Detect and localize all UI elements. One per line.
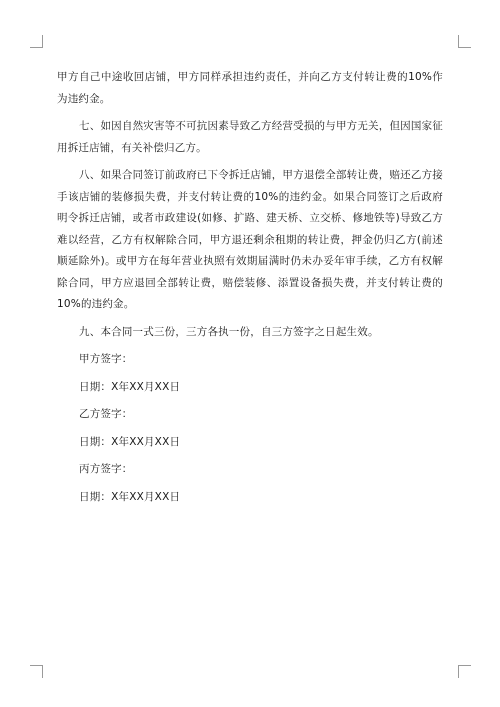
paragraph-clause-8: 八、如果合同签订前政府已下令拆迁店铺，甲方退偿全部转让费，赔还乙方接手该店铺的装修损失费，并支付转让费的10%的违约金。如果合同签订之后政府明令拆迁店铺，或者市政建设(如修、扩路、建天桥、立交桥、修地铁等)导致乙方难以经营，乙方有权解除合同，甲方退还剩余租期的转让费，押金仍归乙方(前述顺延除外)。或甲方在每年营业执照有效期届满时仍未办妥年审手续，乙方有权解除合同，甲方应退回全部转让费，赔偿装修、添置设备损失费，并支付转让费的10%的违约金。 (57, 169, 443, 310)
party-c-signature-label: 丙方签字： (79, 463, 133, 475)
party-b-signature-label: 乙方签字： (79, 408, 133, 420)
crop-mark-top-left (30, 35, 43, 48)
paragraph-clause-7: 七、如因自然灾害等不可抗因素导致乙方经营受损的与甲方无关，但因国家征用拆迁店铺，有关补偿归乙方。 (57, 120, 443, 154)
document-body (57, 67, 443, 514)
party-a-date-line: 日期：X年XX月XX日 (79, 380, 181, 393)
paragraph-clause-9: 九、本合同一式三份，三方各执一份，自三方签字之日起生效。 (79, 325, 379, 338)
party-a-signature-label: 甲方签字： (79, 353, 133, 365)
party-c-date-line: 日期：X年XX月XX日 (79, 490, 181, 503)
crop-mark-top-right (458, 35, 471, 48)
crop-mark-bottom-left (30, 665, 43, 678)
paragraph-continuation: 甲方自己中途收回店铺，甲方同样承担违约责任，并向乙方支付转让费的10%作为违约金。 (57, 71, 443, 105)
party-b-date-line: 日期：X年XX月XX日 (79, 435, 181, 448)
crop-mark-bottom-right (458, 665, 471, 678)
